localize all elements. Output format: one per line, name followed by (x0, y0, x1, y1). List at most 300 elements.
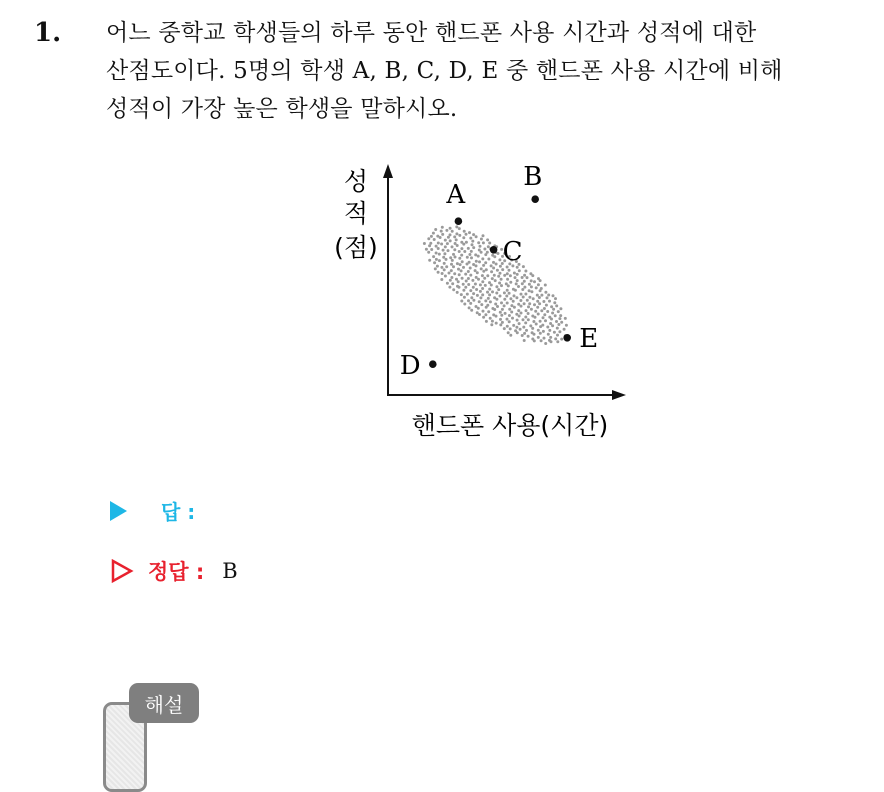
cluster-dot (484, 253, 487, 256)
point-d (429, 360, 437, 368)
cluster-dot (478, 300, 481, 303)
cluster-dot (451, 245, 454, 248)
cluster-dot (498, 258, 501, 261)
cluster-dot (546, 296, 549, 299)
cluster-dot (536, 300, 539, 303)
cluster-dot (462, 283, 465, 286)
cluster-dot (547, 333, 550, 336)
cluster-dot (536, 294, 539, 297)
cluster-dot (516, 279, 519, 282)
cluster-dot (489, 317, 492, 320)
cluster-dot (510, 311, 513, 314)
cluster-dot (477, 278, 480, 281)
explanation-tab[interactable]: 해설 (129, 683, 199, 723)
cluster-dot (472, 299, 475, 302)
cluster-dot (492, 261, 495, 264)
cluster-dot (469, 267, 472, 270)
cluster-dot (523, 280, 526, 283)
point-label-e: E (579, 323, 599, 354)
cluster-dot (477, 241, 480, 244)
cluster-dot (499, 311, 502, 314)
cluster-dot (446, 242, 449, 245)
cluster-dot (432, 255, 435, 258)
cluster-dot (500, 314, 503, 317)
cluster-dot (451, 259, 454, 262)
cluster-dot (485, 306, 488, 309)
cluster-dot (553, 301, 556, 304)
cluster-dot (507, 284, 510, 287)
cluster-dot (475, 235, 478, 238)
cluster-dot (559, 307, 562, 310)
cluster-dot (467, 277, 470, 280)
cluster-dot (435, 245, 438, 248)
cluster-dot (490, 264, 493, 267)
cluster-dot (481, 274, 484, 277)
cluster-dot (482, 310, 485, 313)
cluster-dot (554, 314, 557, 317)
cluster-dot (430, 235, 433, 238)
correct-answer-label: 정답 : (148, 560, 205, 584)
cluster-dot (434, 228, 437, 231)
cluster-dot (532, 320, 535, 323)
answer-label: 답 : (161, 500, 196, 524)
cluster-dot (507, 331, 510, 334)
cluster-dot (490, 284, 493, 287)
cluster-dot (501, 268, 504, 271)
cluster-dot (511, 317, 514, 320)
cluster-dot (500, 278, 503, 281)
cluster-dot (462, 243, 465, 246)
cluster-dot (508, 292, 511, 295)
cluster-dot (463, 303, 466, 306)
cluster-dot (482, 316, 485, 319)
cluster-dot (497, 288, 500, 291)
cluster-dot (499, 272, 502, 275)
cluster-dot (523, 332, 526, 335)
cluster-dot (558, 330, 561, 333)
cluster-dot (450, 269, 453, 272)
cluster-dot (456, 262, 459, 265)
cluster-dot (438, 259, 441, 262)
cluster-dot (480, 251, 483, 254)
cluster-dot (482, 234, 485, 237)
cluster-dot (493, 308, 496, 311)
cluster-dot (470, 250, 473, 253)
cluster-dot (441, 272, 444, 275)
cluster-dot (436, 265, 439, 268)
cluster-dot (423, 242, 426, 245)
cluster-dot (472, 292, 475, 295)
cluster-dot (471, 243, 474, 246)
cluster-dot (528, 289, 531, 292)
cluster-dot (557, 323, 560, 326)
cluster-dot (475, 264, 478, 267)
point-label-d: D (399, 351, 421, 382)
cluster-dot (548, 300, 551, 303)
cluster-dot (537, 283, 540, 286)
cluster-dot (528, 302, 531, 305)
cluster-dot (540, 339, 543, 342)
question-number: 1. (34, 18, 62, 48)
cluster-dot (452, 288, 455, 291)
cluster-dot (548, 329, 551, 332)
cluster-dot (429, 242, 432, 245)
cluster-dot (556, 334, 559, 337)
cluster-dot (437, 242, 440, 245)
cluster-dot (516, 273, 519, 276)
cluster-dot (506, 318, 509, 321)
cluster-dot (489, 300, 492, 303)
cluster-dot (515, 296, 518, 299)
cluster-dot (434, 267, 437, 270)
cluster-dot (435, 252, 438, 255)
cluster-dot (472, 246, 475, 249)
cluster-dot (565, 324, 568, 327)
cluster-dot (519, 299, 522, 302)
cluster-dot (495, 315, 498, 318)
question-line: 산점도이다. 5명의 학생 A, B, C, D, E 중 핸드폰 사용 시간에 비해 (106, 58, 783, 84)
cluster-dot (475, 260, 478, 263)
cluster-dot (500, 301, 503, 304)
cluster-dot (490, 270, 493, 273)
cluster-dot (440, 266, 443, 269)
cluster-dot (430, 248, 433, 251)
cluster-dot (546, 310, 549, 313)
cluster-dot (509, 274, 512, 277)
cluster-dot (471, 279, 474, 282)
cluster-dot (478, 260, 481, 263)
cluster-dot (508, 269, 511, 272)
cluster-dot (481, 293, 484, 296)
cluster-dot (462, 289, 465, 292)
cluster-dot (518, 269, 521, 272)
cluster-dot (530, 285, 533, 288)
cluster-dot (544, 319, 547, 322)
cluster-dot (495, 263, 498, 266)
cluster-dot (508, 320, 511, 323)
cluster-dot (543, 307, 546, 310)
cluster-dot (458, 234, 461, 237)
cluster-dot (540, 294, 543, 297)
cluster-dot (465, 241, 468, 244)
cluster-dot (445, 258, 448, 261)
cluster-dot (512, 324, 515, 327)
cluster-dot (521, 288, 524, 291)
cluster-dot (453, 235, 456, 238)
cluster-dot (483, 277, 486, 280)
cluster-dot (553, 331, 556, 334)
cluster-dot (506, 289, 509, 292)
cluster-dot (520, 305, 523, 308)
cluster-dot (456, 244, 459, 247)
cluster-dot (458, 286, 461, 289)
cluster-dot (444, 275, 447, 278)
cluster-dot (477, 307, 480, 310)
cluster-dot (441, 226, 444, 229)
cluster-dot (524, 321, 527, 324)
cluster-dot (539, 325, 542, 328)
cluster-dot (499, 265, 502, 268)
cluster-dot (438, 253, 441, 256)
cluster-dot (439, 236, 442, 239)
cluster-dot (432, 232, 435, 235)
cluster-dot (521, 334, 524, 337)
cluster-dot (550, 318, 553, 321)
cluster-dot (528, 296, 531, 299)
cluster-dot (481, 257, 484, 260)
cluster-dot (524, 293, 527, 296)
cluster-dot (488, 288, 491, 291)
cluster-dot (550, 305, 553, 308)
question-line: 성적이 가장 높은 학생을 말하시오. (106, 96, 458, 122)
cluster-dot (516, 331, 519, 334)
cluster-dot (449, 256, 452, 259)
y-axis-label-line: 적 (343, 199, 369, 228)
cluster-dot (447, 249, 450, 252)
cluster-dot (491, 320, 494, 323)
cluster-dot (433, 238, 436, 241)
cluster-dot (460, 247, 463, 250)
cluster-dot (465, 280, 468, 283)
cluster-dot (536, 306, 539, 309)
cluster-dot (517, 309, 520, 312)
cluster-dot (487, 245, 490, 248)
cluster-dot (563, 328, 566, 331)
cluster-dot (493, 255, 496, 258)
cluster-dot (449, 279, 452, 282)
cluster-dot (505, 295, 508, 298)
cluster-dot (494, 279, 497, 282)
cluster-dot (458, 257, 461, 260)
cluster-dot (533, 280, 536, 283)
cluster-dot (525, 309, 528, 312)
cluster-dot (523, 339, 526, 342)
cluster-dot (443, 252, 446, 255)
cluster-dot (539, 320, 542, 323)
cluster-dot (516, 319, 519, 322)
cluster-dot (465, 233, 468, 236)
cluster-dot (474, 283, 477, 286)
cluster-dot (476, 271, 479, 274)
cluster-dot (486, 274, 489, 277)
cluster-dot (533, 303, 536, 306)
cluster-dot (555, 304, 558, 307)
cluster-dot (472, 233, 475, 236)
cluster-dot (533, 333, 536, 336)
correct-answer-row (110, 556, 238, 586)
cluster-dot (450, 263, 453, 266)
cluster-dot (476, 294, 479, 297)
cluster-dot (503, 327, 506, 330)
cluster-dot (524, 270, 527, 273)
cluster-dot (521, 276, 524, 279)
cluster-dot (427, 251, 430, 254)
point-e (563, 334, 571, 342)
cluster-dot (460, 269, 463, 272)
cluster-dot (442, 249, 445, 252)
cluster-dot (466, 256, 469, 259)
play-icon (110, 501, 127, 521)
cluster-dot (469, 274, 472, 277)
cluster-dot (557, 310, 560, 313)
cluster-dot (527, 335, 530, 338)
cluster-dot (455, 232, 458, 235)
cluster-dot (495, 285, 498, 288)
cluster-dot (482, 270, 485, 273)
cluster-dot (488, 242, 491, 245)
cluster-dot (479, 296, 482, 299)
cluster-dot (468, 253, 471, 256)
cluster-dot (433, 261, 436, 264)
cluster-dot (468, 231, 471, 234)
cluster-dot (497, 252, 500, 255)
cluster-dot (513, 306, 516, 309)
cluster-dot (551, 324, 554, 327)
cluster-dot (544, 284, 547, 287)
cluster-dot (444, 245, 447, 248)
cluster-dot (501, 308, 504, 311)
cluster-dot (456, 291, 459, 294)
cluster-dot (487, 297, 490, 300)
cluster-dot (544, 291, 547, 294)
cluster-dot (428, 259, 431, 262)
cluster-dot (509, 297, 512, 300)
cluster-dot (486, 291, 489, 294)
cluster-dot (510, 304, 513, 307)
cluster-dot (524, 316, 527, 319)
cluster-dot (514, 289, 517, 292)
cluster-dot (523, 286, 526, 289)
cluster-dot (542, 300, 545, 303)
cluster-dot (496, 269, 499, 272)
cluster-dot (564, 317, 567, 320)
cluster-dot (451, 230, 454, 233)
cluster-dot (425, 248, 428, 251)
cluster-dot (484, 261, 487, 264)
cluster-dot (551, 312, 554, 315)
cluster-dot (509, 334, 512, 337)
cluster-dot (442, 256, 445, 259)
cluster-dot (467, 270, 470, 273)
cluster-dot (530, 279, 533, 282)
point-label-c: C (502, 236, 523, 267)
cluster-dot (467, 283, 470, 286)
cluster-dot (441, 233, 444, 236)
cluster-dot (556, 327, 559, 330)
cluster-dot (537, 313, 540, 316)
cluster-dot (517, 285, 520, 288)
cluster-dot (535, 323, 538, 326)
cluster-dot (488, 293, 491, 296)
point-a (455, 217, 463, 225)
cluster-dot (508, 314, 511, 317)
cluster-dot (554, 337, 557, 340)
cluster-dot (526, 299, 529, 302)
cluster-dot (503, 291, 506, 294)
cluster-dot (501, 321, 504, 324)
cluster-dot (486, 238, 489, 241)
scatter-plot (320, 150, 650, 450)
y-axis-arrow (383, 164, 393, 178)
cluster-dot (498, 282, 501, 285)
cluster-dot (527, 305, 530, 308)
cluster-dot (560, 321, 563, 324)
cluster-dot (450, 276, 453, 279)
cluster-dot (495, 292, 498, 295)
cluster-dot (485, 320, 488, 323)
cluster-dot (452, 253, 455, 256)
cluster-dot (543, 313, 546, 316)
cluster-dot (474, 269, 477, 272)
cluster-dot (508, 308, 511, 311)
cluster-dot (485, 268, 488, 271)
cluster-dot (446, 282, 449, 285)
cluster-dot (445, 229, 448, 232)
outline-triangle-icon (110, 559, 134, 583)
cluster-dot (472, 286, 475, 289)
cluster-dot (503, 304, 506, 307)
cluster-dot (443, 262, 446, 265)
cluster-dot (531, 327, 534, 330)
cluster-dot (532, 297, 535, 300)
x-axis-arrow (612, 390, 626, 400)
cluster-dot (453, 248, 456, 251)
cluster-dot (530, 308, 533, 311)
cluster-dot (506, 325, 509, 328)
cluster-dot (464, 273, 467, 276)
cluster-dot (440, 230, 443, 233)
cluster-dot (448, 286, 451, 289)
cluster-dot (470, 256, 473, 259)
cluster-dot (546, 326, 549, 329)
cluster-dot (491, 277, 494, 280)
cluster-dot (460, 254, 463, 257)
cluster-dot (515, 326, 518, 329)
cluster-dot (515, 282, 518, 285)
cluster-dot (478, 313, 481, 316)
cluster-dot (484, 299, 487, 302)
cluster-dot (525, 329, 528, 332)
cluster-dot (471, 240, 474, 243)
cluster-dot (448, 272, 451, 275)
cluster-dot (514, 276, 517, 279)
cluster-dot (487, 258, 490, 261)
cluster-dot (481, 287, 484, 290)
cluster-dot (527, 318, 530, 321)
point-label-b: B (523, 162, 543, 193)
cluster-dot (513, 294, 516, 297)
cluster-dot (437, 247, 440, 250)
cluster-dot (500, 284, 503, 287)
cluster-dot (464, 286, 467, 289)
cluster-dot (483, 248, 486, 251)
cluster-dot (528, 283, 531, 286)
cluster-dot (539, 332, 542, 335)
cluster-dot (506, 272, 509, 275)
cluster-dot (493, 274, 496, 277)
cluster-dot (531, 274, 534, 277)
cluster-dot (440, 243, 443, 246)
cluster-dot (467, 247, 470, 250)
cluster-dot (488, 281, 491, 284)
cluster-dot (458, 250, 461, 253)
cluster-dot (470, 309, 473, 312)
cluster-dot (499, 318, 502, 321)
cluster-dot (449, 239, 452, 242)
cluster-dot (480, 238, 483, 241)
cluster-dot (545, 304, 548, 307)
cluster-dot (449, 227, 452, 230)
